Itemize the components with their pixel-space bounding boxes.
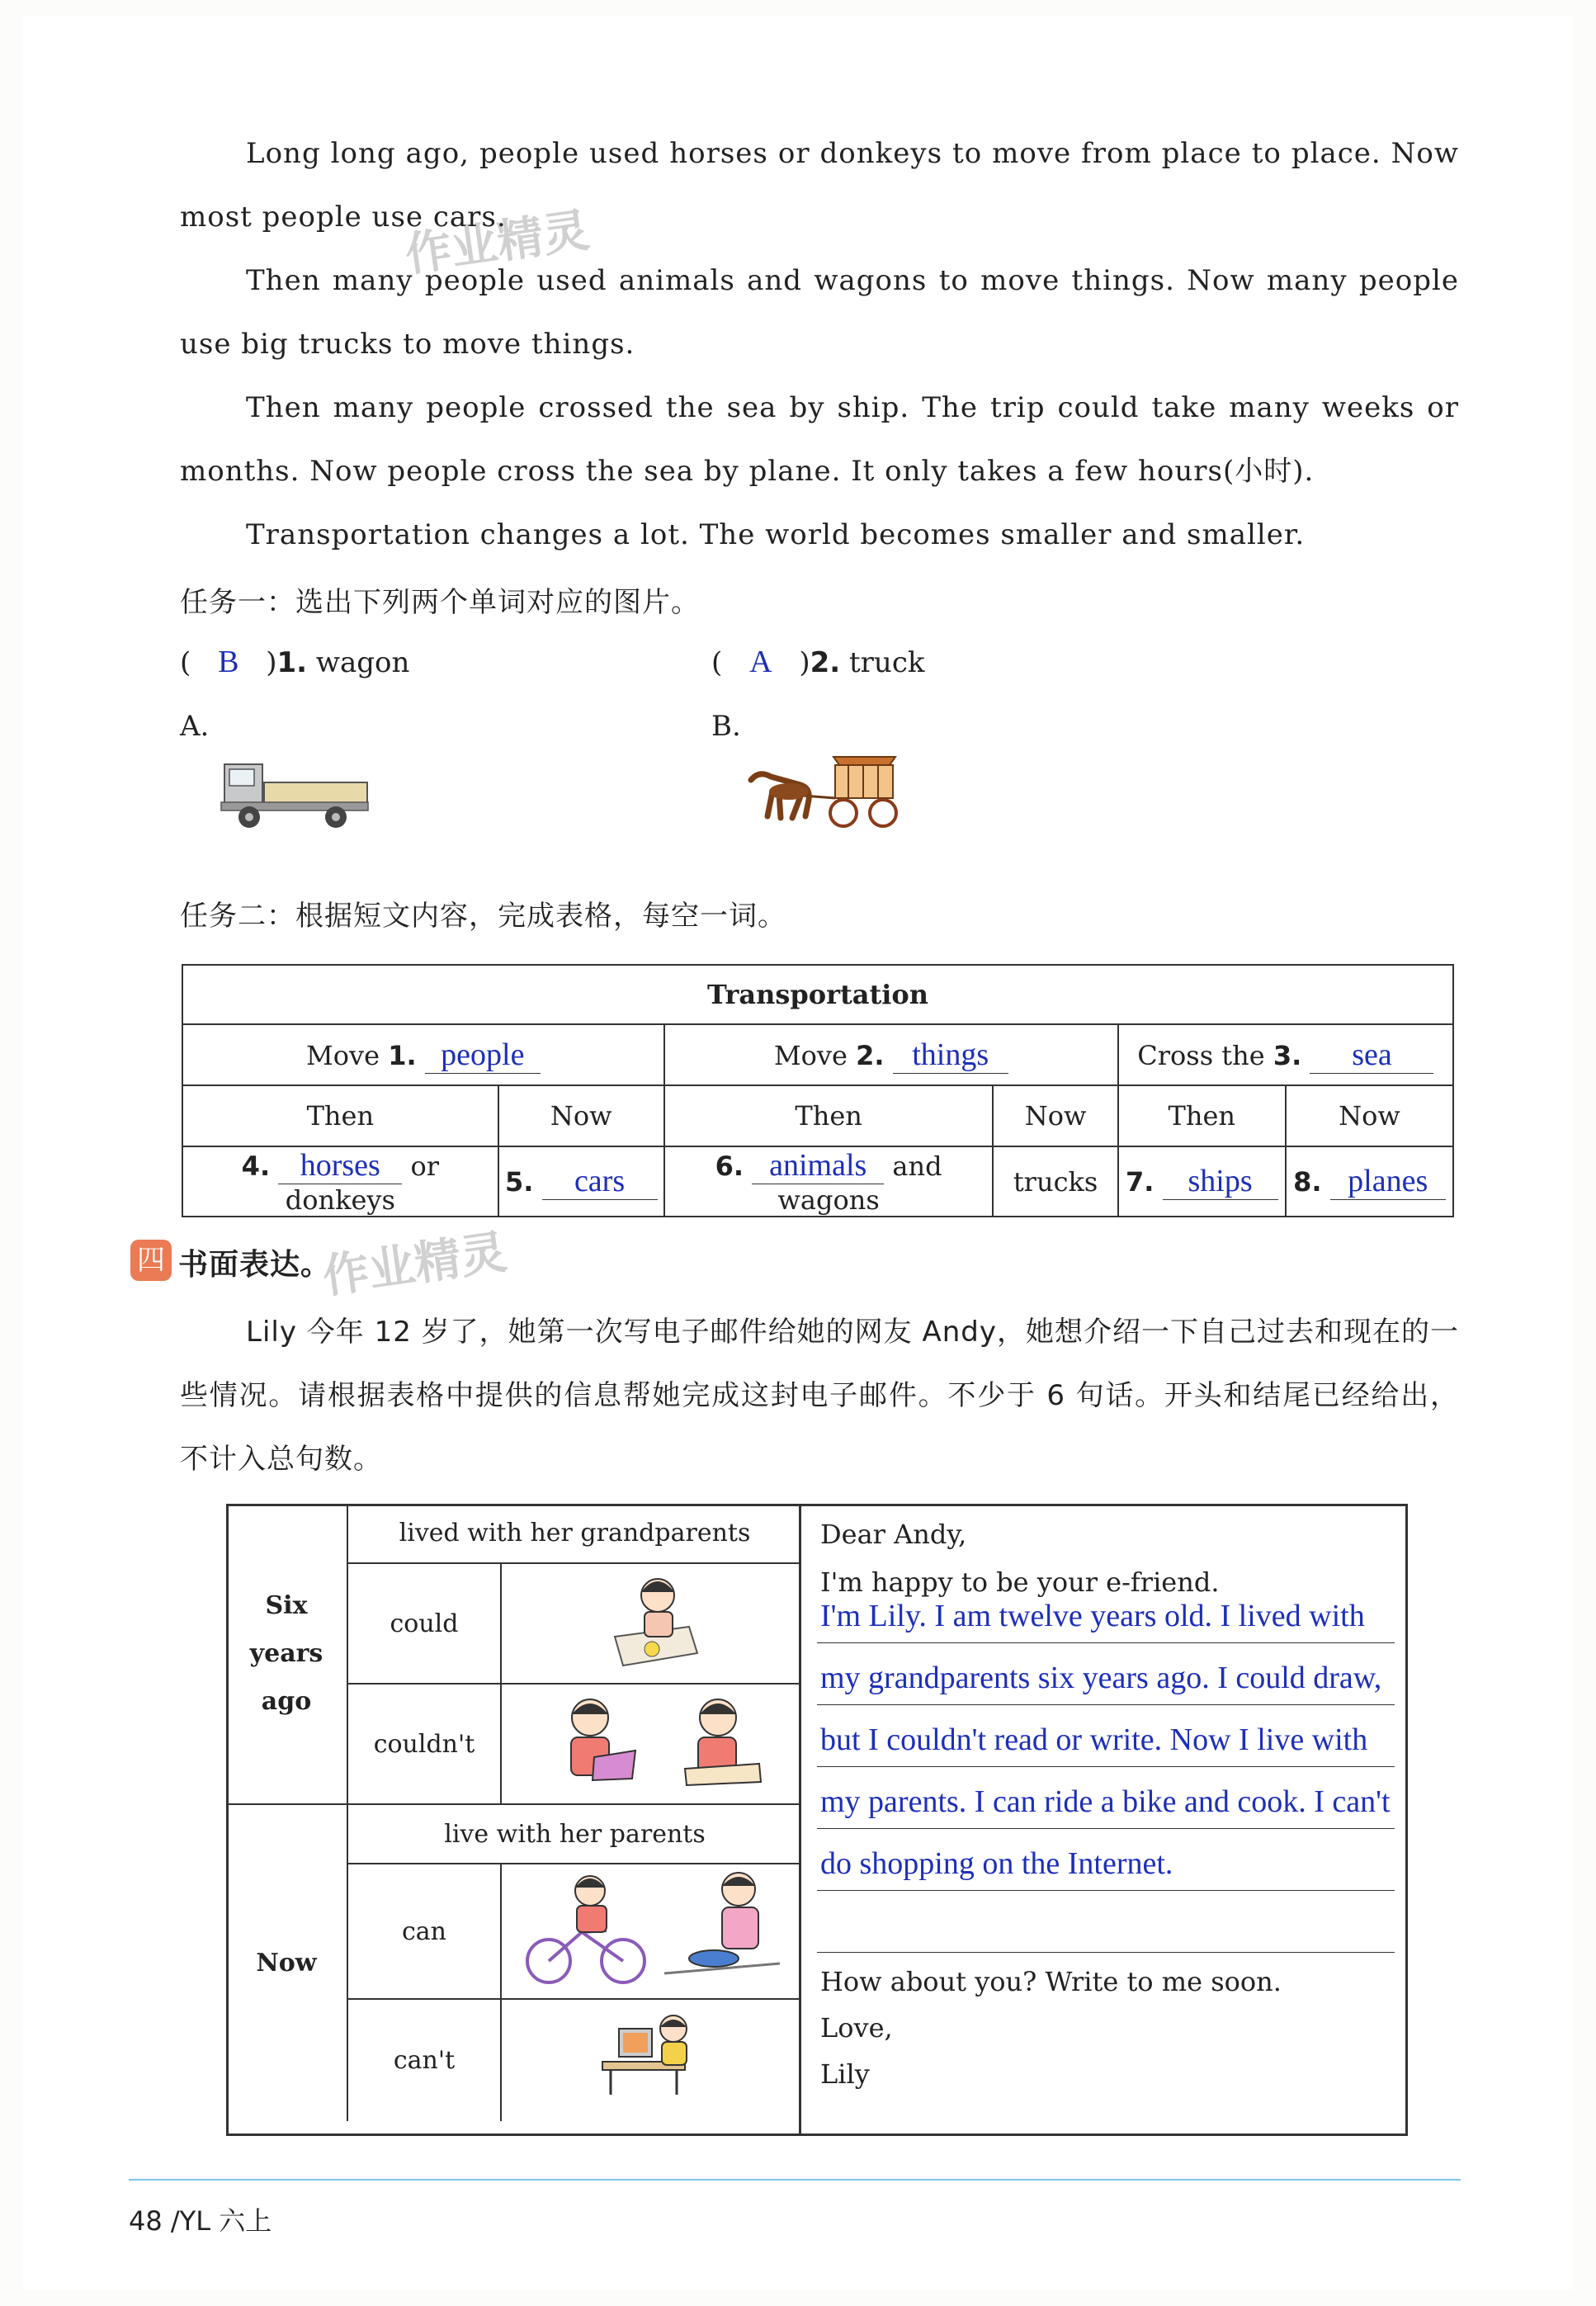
header-cross-sea: Cross the 3. sea bbox=[1118, 1024, 1453, 1085]
col-now-1: Now bbox=[498, 1085, 664, 1146]
answer-line-3: but I couldn't read or write. Now I live with bbox=[820, 1722, 1368, 1757]
answer-7: ships bbox=[1163, 1163, 1278, 1200]
answer-rule-5 bbox=[817, 1890, 1395, 1891]
cell-trucks: trucks bbox=[993, 1146, 1117, 1217]
answer-rule-2 bbox=[817, 1704, 1395, 1705]
cell-4: 4. horses or donkeys bbox=[182, 1146, 498, 1217]
task1-question-2: ( A )2. truck bbox=[711, 645, 925, 679]
watermark: 作业精灵 bbox=[402, 203, 593, 283]
letter-love: Love, bbox=[820, 2012, 893, 2044]
col-then-3: Then bbox=[1118, 1085, 1286, 1146]
cell-5: 5. cars bbox=[498, 1146, 664, 1217]
task1-answer-1: B bbox=[218, 645, 239, 679]
header-move-things: Move 2. things bbox=[664, 1024, 1118, 1085]
answer-line-1: I'm Lily. I am twelve years old. I lived with bbox=[820, 1599, 1365, 1633]
answer-5: cars bbox=[542, 1163, 658, 1200]
girl-drawing-picture bbox=[598, 1571, 706, 1670]
wagon-picture bbox=[743, 747, 908, 834]
col-then-2: Then bbox=[664, 1085, 994, 1146]
passage-paragraph-3: Then many people crossed the sea by ship. The trip could take many weeks or months. Now people cross the sea by plane. It only takes a few hours(小时). bbox=[180, 391, 1459, 488]
truck-picture bbox=[216, 759, 373, 834]
cell-7: 7. ships bbox=[1118, 1146, 1286, 1217]
label-couldnt: couldn't bbox=[347, 1684, 501, 1804]
col-now-3: Now bbox=[1286, 1085, 1453, 1146]
task2-title: 任务二：根据短文内容，完成表格，每空一词。 bbox=[180, 900, 786, 933]
task1-answer-2: A bbox=[749, 645, 772, 679]
label-can: can bbox=[347, 1864, 501, 1999]
can-picture-cell bbox=[501, 1864, 801, 1999]
girl-online-shopping-picture bbox=[594, 2012, 710, 2103]
passage-paragraph-4: Transportation changes a lot. The world becomes smaller and smaller. bbox=[246, 518, 1306, 551]
answer-4: horses bbox=[278, 1147, 402, 1184]
answer-line-4: my parents. I can ride a bike and cook. I can't bbox=[820, 1784, 1391, 1819]
answer-rule-3 bbox=[817, 1766, 1395, 1767]
answer-6: animals bbox=[752, 1147, 884, 1184]
writing-instructions: Lily 今年 12 岁了，她第一次写电子邮件给她的网友 Andy，她想介绍一下自己过去和现在的一些情况。请根据表格中提供的信息帮她完成这封电子邮件。不少于 6 句话。开头和结尾已经给出，不计入总句数。 bbox=[180, 1316, 1459, 1476]
task1-title: 任务一：选出下列两个单词对应的图片。 bbox=[180, 586, 700, 619]
answer-rule-1 bbox=[817, 1642, 1395, 1643]
table-title: Transportation bbox=[182, 965, 1453, 1024]
option-b-label: B. bbox=[711, 710, 741, 743]
label-cant: can't bbox=[347, 1999, 501, 2121]
could-picture-cell bbox=[501, 1563, 801, 1684]
letter-closing: How about you? Write to me soon. bbox=[820, 1966, 1282, 1997]
section-title: 书面表达。 bbox=[178, 1248, 332, 1282]
letter-opening: I'm happy to be your e-friend. bbox=[820, 1566, 1220, 1598]
label-lived: lived with her grandparents bbox=[347, 1504, 801, 1563]
answer-line-5: do shopping on the Internet. bbox=[820, 1846, 1173, 1881]
task1-question-1: ( B )1. wagon bbox=[180, 645, 410, 679]
footer-rule bbox=[129, 2179, 1461, 2181]
passage-paragraph-2: Then many people used animals and wagons to move things. Now many people use big trucks to move things. bbox=[180, 264, 1459, 361]
girl-biking-cooking-picture bbox=[516, 1866, 788, 1990]
answer-2: things bbox=[893, 1037, 1008, 1074]
answer-rule-6 bbox=[817, 1952, 1395, 1953]
answer-8: planes bbox=[1330, 1163, 1446, 1200]
option-a-label: A. bbox=[180, 710, 210, 743]
col-then-1: Then bbox=[182, 1085, 498, 1146]
label-live: live with her parents bbox=[347, 1804, 801, 1864]
couldnt-picture-cell bbox=[501, 1684, 801, 1804]
col-now-2: Now bbox=[993, 1085, 1117, 1146]
label-six-years-ago: Six years ago bbox=[226, 1504, 347, 1804]
header-move-people: Move 1. people bbox=[182, 1024, 664, 1085]
cell-8: 8. planes bbox=[1286, 1146, 1453, 1217]
letter-greeting: Dear Andy, bbox=[820, 1519, 967, 1550]
answer-line-2: my grandparents six years ago. I could draw, bbox=[820, 1661, 1382, 1695]
girl-reading-writing-picture bbox=[520, 1691, 784, 1790]
passage-paragraph-1: Long long ago, people used horses or donkeys to move from place to place. Now most people use cars. bbox=[180, 137, 1459, 234]
label-now: Now bbox=[226, 1804, 347, 2121]
page-number: 48 /YL 六上 bbox=[129, 2205, 272, 2237]
answer-3: sea bbox=[1310, 1037, 1433, 1074]
answer-1: people bbox=[425, 1037, 541, 1074]
letter-signature: Lily bbox=[820, 2058, 870, 2090]
answer-rule-4 bbox=[817, 1828, 1395, 1829]
transportation-table bbox=[182, 964, 1454, 1217]
section-badge: 四 bbox=[130, 1240, 172, 1281]
info-table bbox=[226, 1504, 801, 2121]
cell-6: 6. animals and wagons bbox=[664, 1146, 994, 1217]
watermark-2: 作业精灵 bbox=[319, 1225, 511, 1305]
label-could: could bbox=[347, 1563, 501, 1684]
cant-picture-cell bbox=[501, 1999, 801, 2121]
